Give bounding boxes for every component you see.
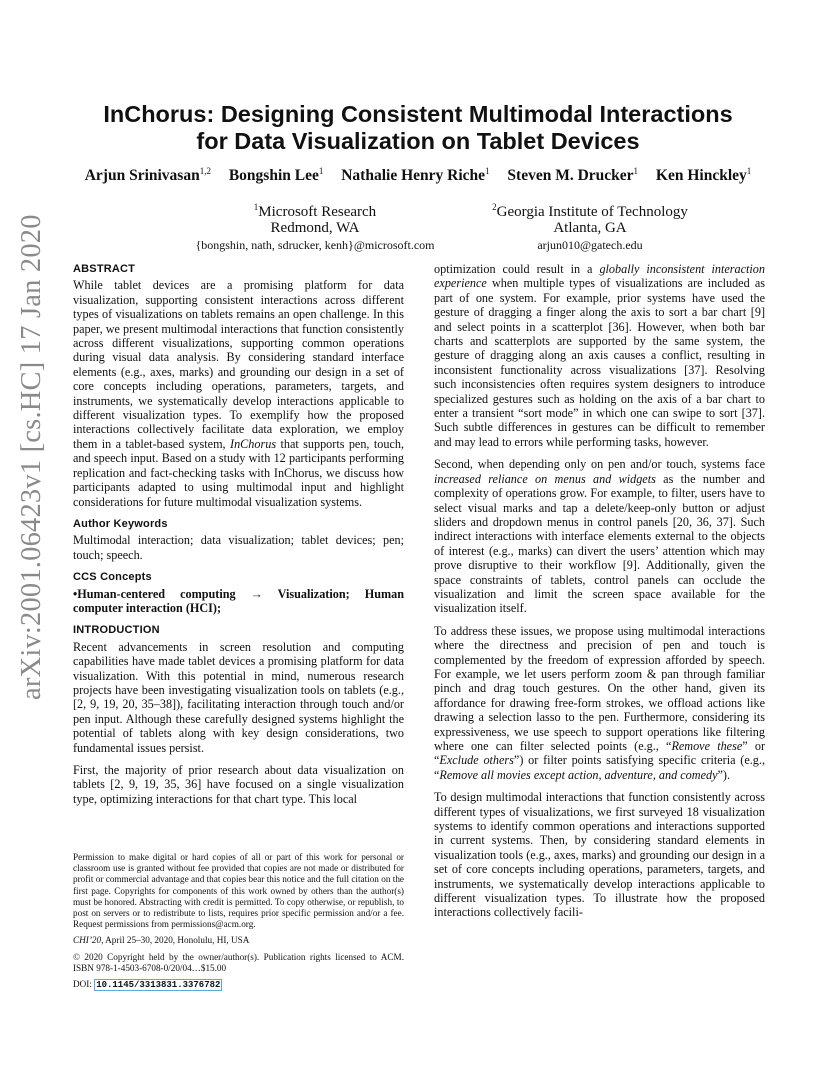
- ccs-text: •Human-centered computing → Visualization; Human computer interaction (HCI);: [73, 586, 404, 615]
- author-name: Steven M. Drucker$^1$: [507, 166, 639, 185]
- right-column: [434, 262, 765, 928]
- paragraph: Second, when depending only on pen and/or touch, systems face increased reliance on menus and widgets as the number and complexity of operations grow. For example, to filter, users have to select visual marks and tap a delete/keep-only button or adjust sliders and dropdown menus in control panels [20, 36, 37]. Such indirect interactions with interface elements external to the objects of interest (e.g., marks) can divert the users’ attention which may prove disruptive to their workflow [9]. Additionally, given the space constraints of tablets, control panels can occlude the visualization and limit the screen space available for the visualization itself.: [434, 457, 765, 616]
- affiliation: $^1$Microsoft Research Redmond, WA {bongshin, nath, sdrucker, kenh}@microsoft.com: [150, 199, 480, 253]
- author-name: Arjun Srinivasan$^{1,2}$: [84, 166, 211, 185]
- section-heading: ABSTRACT: [73, 263, 136, 275]
- author-name: Ken Hinckley$^1$: [655, 166, 752, 185]
- paper-title: [80, 101, 756, 155]
- left-column: [73, 262, 404, 814]
- section-heading: Author Keywords: [73, 517, 168, 530]
- author-email: {bongshin, nath, sdrucker, kenh}@microsoft.com: [195, 238, 435, 252]
- author-name: Nathalie Henry Riche$^1$: [341, 166, 490, 185]
- copyright-block: [73, 852, 404, 996]
- keywords-text: Multimodal interaction; data visualization; tablet devices; pen; touch; speech.: [73, 533, 404, 562]
- paragraph: optimization could result in a globally inconsistent interaction experience when multiple types of visualizations are included as part of one system. For example, prior systems have used the gesture of dragging a finger along the axis to sort a bar chart [9] and select points in a scatterplot [36]. However, when both bar charts and scatterplots are supported by the same system, the gesture of dragging along an axis causes a conflict, resulting in inconsistent functionality across visualizations [37]. Resolving such inconsistencies often requires system designers to introduce specialized gestures such as holding on the axis of a bar chart to enter a transient “sort mode” in which one can swipe to sort [37]. Such subtle differences in gestures can be difficult to remember and may lead to errors while performing tasks, however.: [434, 262, 765, 449]
- arxiv-stamp: arXiv:2001.06423v1 [cs.HC] 17 Jan 2020: [16, 214, 47, 700]
- abstract-text: While tablet devices are a promising platform for data visualization, supporting consistent interactions across different types of visualizations on tablets remains an open challenge. In this paper, we present multimodal interactions that function consistently across different visualizations, supporting common operations during visual data analysis. By considering standard interface elements (e.g., axes, marks) and grounding our design in a set of core concepts including operations, parameters, targets, and instruments, we systematically develop interactions applicable to different visualization types. To exemplify how the proposed interactions collectively facilitate data exploration, we employ them in a tablet-based system, InChorus that supports pen, touch, and speech input. Based on a study with 12 participants performing replication and fact-checking tasks with InChorus, we discuss how participants adapted to using multimodal input and highlight considerations for future multimodal visualization systems.: [73, 278, 404, 509]
- paragraph: First, the majority of prior research about data visualization on tablets [2, 9, 19, 35, 36] have focused on a single visualization type, optimizing interactions for that chart type. This local: [73, 763, 404, 806]
- doi-line: DOI: 10.1145/3313831.3376782: [73, 979, 221, 991]
- author-email: arjun010@gatech.edu: [537, 238, 643, 252]
- venue-line: CHI’20, April 25–30, 2020, Honolulu, HI, USA: [73, 935, 250, 946]
- title-line-1: InChorus: Designing Consistent Multimodal Interactions: [103, 101, 733, 127]
- doi-link[interactable]: 10.1145/3313831.3376782: [96, 980, 221, 991]
- author-name: Bongshin Lee$^1$: [228, 166, 324, 185]
- author-list: [60, 166, 776, 185]
- affiliation: $^2$Georgia Institute of Technology Atlanta, GA arjun010@gatech.edu: [420, 199, 760, 253]
- paragraph: To design multimodal interactions that function consistently across different types of visualizations, we first surveyed 18 visualization systems to identify common operations and interactions supported in current systems. Then, by considering standard elements in visualization tools (e.g., axes, marks) and grounding our design in a set of core concepts including operations, parameters, targets, and instruments, we systematically develop interactions applicable to different visualization types. To illustrate how the proposed interactions collectively facili-: [434, 790, 765, 920]
- section-heading: CCS Concepts: [73, 571, 152, 584]
- paragraph: Recent advancements in screen resolution and computing capabilities have made tablet devices a promising platform for data visualization. With this potential in mind, numerous research projects have been investigating visualization tools on tablets (e.g., [2, 9, 19, 20, 35–38]), facilitating interaction through touch and/or pen input. Although these carefully designed systems highlight the potential of tablets along with key design considerations, two fundamental issues persist.: [73, 639, 404, 755]
- section-heading: INTRODUCTION: [73, 624, 160, 637]
- copyright-line: © 2020 Copyright held by the owner/author(s). Publication rights licensed to ACM. ISBN 978-1-4503-6708-0/20/04…$15.00: [73, 951, 404, 973]
- permission-notice: Permission to make digital or hard copies of all or part of this work for personal or classroom use is granted without fee provided that copies are not made or distributed for profit or commercial advantage and that copies bear this notice and the full citation on the first page. Copyrights for components of this work owned by others than the author(s) must be honored. Abstracting with credit is permitted. To copy otherwise, or republish, to post on servers or to redistribute to lists, requires prior specific permission and/or a fee. Request permissions from permissions@acm.org.: [73, 852, 404, 930]
- paragraph: To address these issues, we propose using multimodal interactions where the directness and precision of pen and touch is complemented by the freedom of expression afforded by speech. For example, we let users perform zoom & pan through familiar pinch and drag touch gestures. On the other hand, given its affordance for drawing free-form strokes, we offload actions like drawing a selection lasso to the pen. Furthermore, considering its expressiveness, we use speech to support operations like filtering where one can filter selected points (e.g., “Remove these” or “Exclude others”) or filter points satisfying specific criteria (e.g., “Remove all movies except action, adventure, and comedy”).: [434, 623, 765, 782]
- title-line-2: for Data Visualization on Tablet Devices: [196, 128, 640, 154]
